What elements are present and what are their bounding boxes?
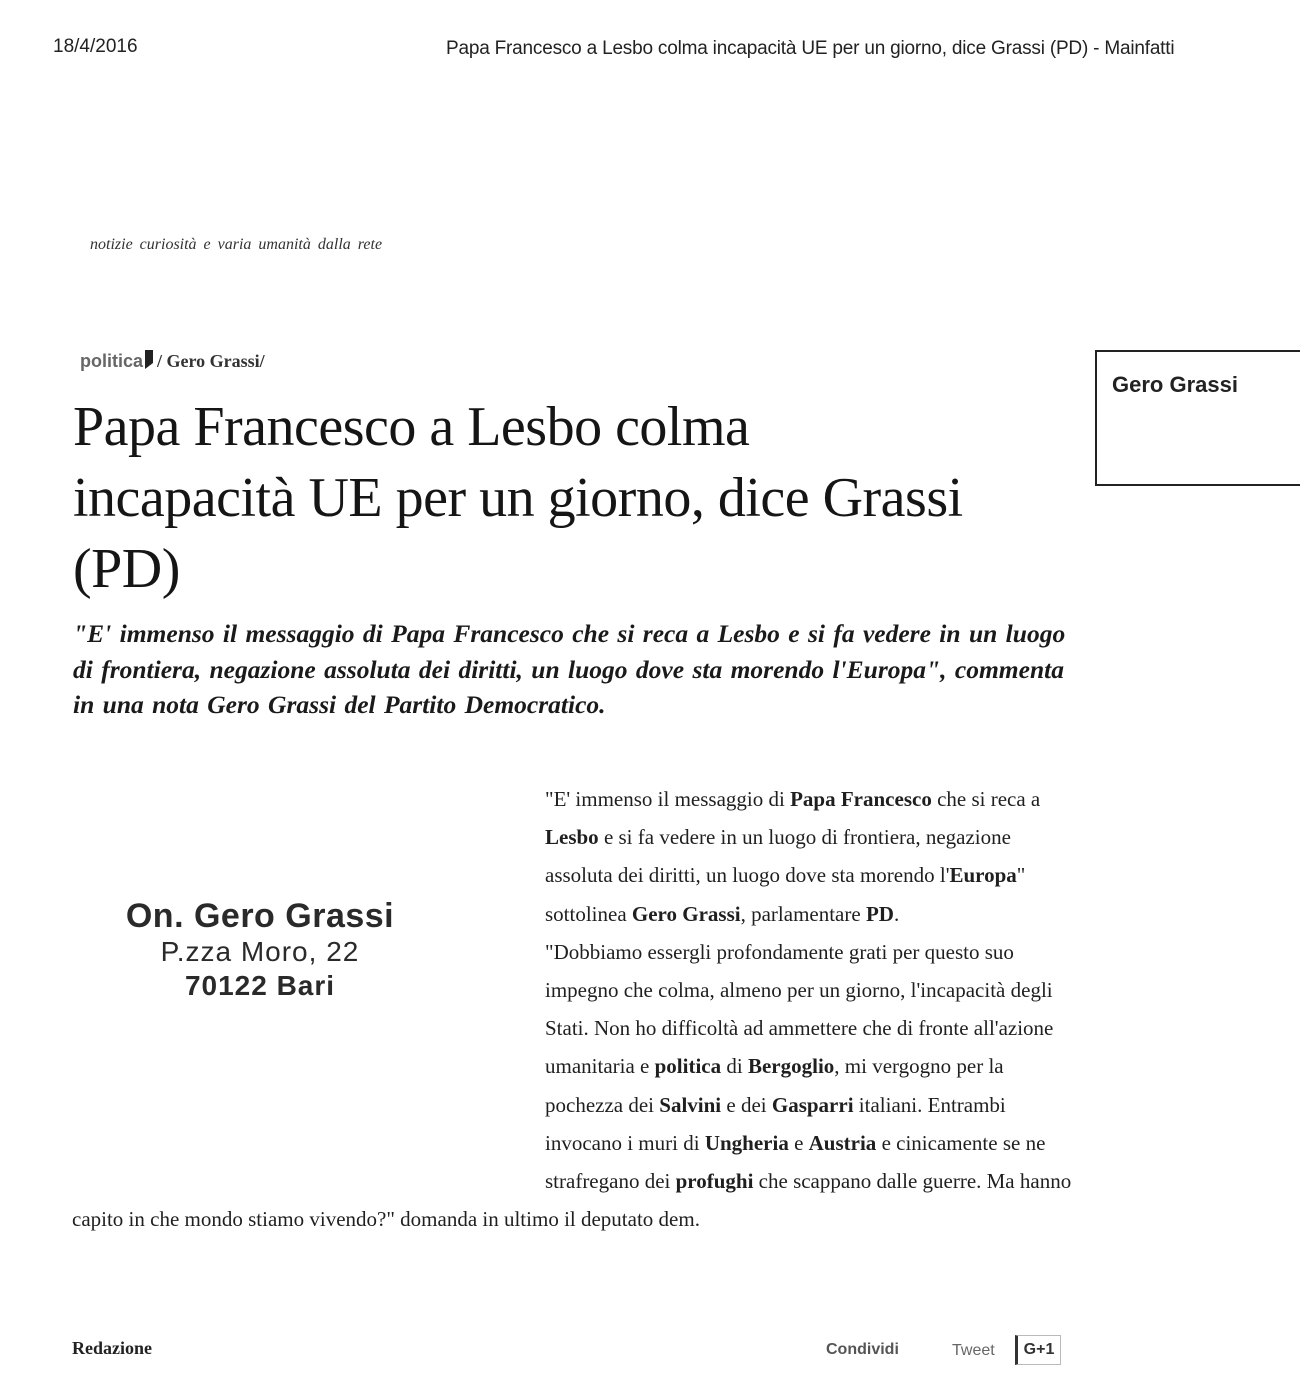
body-bold-term: profughi <box>675 1169 754 1194</box>
flag-icon <box>145 350 153 369</box>
article-headline: Papa Francesco a Lesbo colma incapacità UE per un giorno, dice Grassi (PD) <box>73 396 963 600</box>
site-tagline: notizie curiosità e varia umanità dalla rete <box>90 236 383 253</box>
body-text-segment: "Dobbiamo essergli profondamente grati per questo suo impegno che colma, almeno per un giorno, l'incapacità degli Stati. Non ho difficoltà ad ammettere che di fronte all'azione umanitaria e <box>545 939 1054 1079</box>
article-body <box>72 780 1072 1238</box>
body-bold-term: Lesbo <box>545 825 599 850</box>
sidebar-tag-box <box>1095 350 1300 486</box>
google-plus-button[interactable]: G+1 <box>1015 1335 1061 1365</box>
body-text-segment: . <box>893 901 900 926</box>
category-link[interactable]: politica <box>80 351 144 371</box>
body-text-segment: " sottolinea <box>545 863 1026 926</box>
body-bold-term: Austria <box>808 1130 877 1155</box>
print-date: 18/4/2016 <box>53 36 138 57</box>
sidebar-box-title: Gero Grassi <box>1112 372 1238 397</box>
print-page-title: Papa Francesco a Lesbo colma incapacità UE per un giorno, dice Grassi (PD) - Mainfatti <box>446 38 1175 59</box>
body-bold-term: Ungheria <box>704 1130 789 1155</box>
body-bold-term: Salvini <box>659 1092 722 1117</box>
body-text-segment: italiani. Entrambi invocano i muri di <box>545 1092 1006 1155</box>
stamp-street: P.zza Moro, 22 <box>160 936 360 967</box>
body-bold-term: PD <box>865 901 894 926</box>
body-bold-term: Gasparri <box>771 1092 854 1117</box>
byline: Redazione <box>72 1338 152 1358</box>
body-bold-term: Papa Francesco <box>790 787 932 811</box>
body-text-segment: e <box>788 1130 809 1155</box>
body-text-segment: "E' immenso il messaggio di <box>545 787 791 811</box>
stamp-name: On. Gero Grassi <box>125 897 395 935</box>
body-bold-term: politica <box>654 1054 722 1079</box>
body-bold-term: Gero Grassi <box>631 901 741 926</box>
body-text-segment: , parlamentare <box>740 901 866 926</box>
body-text-segment: e dei <box>721 1092 772 1117</box>
body-text-segment: che scappano dalle guerre. Ma hanno capito in che mondo stiamo vivendo?" domanda in ultimo il deputato dem. <box>72 1169 1072 1232</box>
author-link[interactable]: / Gero Grassi/ <box>157 351 265 371</box>
body-text-segment: e cinicamente se ne strafregano dei <box>545 1130 1046 1194</box>
body-bold-term: Europa <box>949 863 1017 888</box>
image-area <box>72 780 545 1198</box>
share-button[interactable]: Condividi <box>826 1341 899 1358</box>
body-bold-term: Bergoglio <box>747 1054 835 1079</box>
article-lead: "E' immenso il messaggio di Papa Francesco che si reca a Lesbo e si fa vedere in un luogo di frontiera, negazione assoluta dei diritti, un luogo dove sta morendo l'Europa", commenta in una nota Gero Grassi del Partito Democratico. <box>73 619 1066 719</box>
stamp-city: 70122 Bari <box>184 970 336 1001</box>
body-text-segment: che si reca a <box>931 787 1041 811</box>
tweet-button[interactable]: Tweet <box>952 1342 995 1359</box>
body-text-segment: , mi vergogno per la pochezza dei <box>545 1054 1004 1117</box>
body-text-segment: e si fa vedere in un luogo di frontiera, negazione assoluta dei diritti, un luogo dove sta morendo l' <box>545 825 1011 888</box>
breadcrumb <box>80 350 265 372</box>
body-text-segment: di <box>721 1054 748 1079</box>
